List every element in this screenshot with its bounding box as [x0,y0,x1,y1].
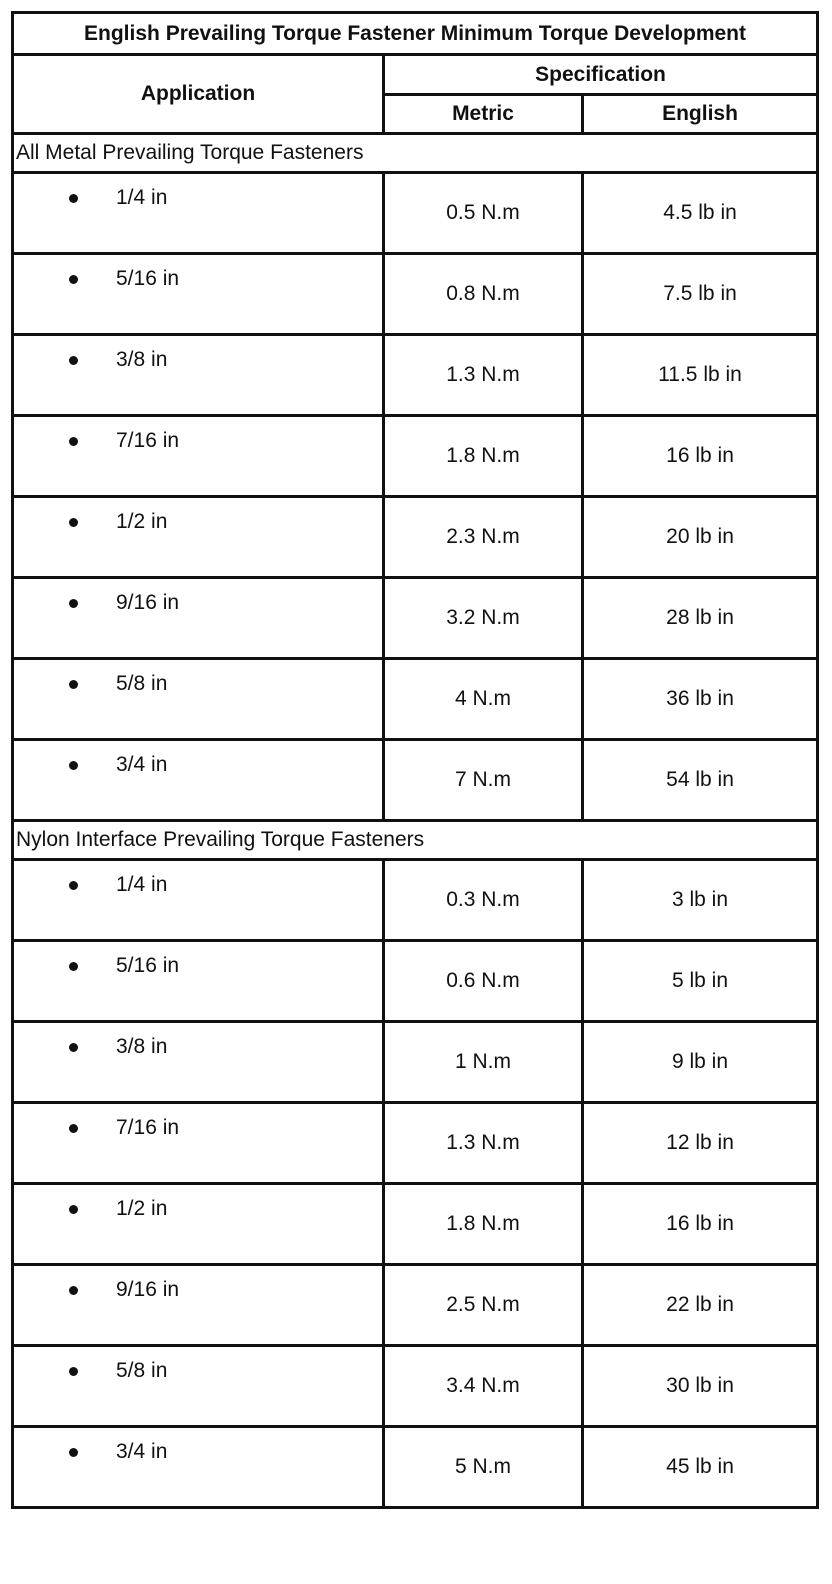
english-value: 22 lb in [583,1265,818,1346]
column-header-application: Application [13,55,384,134]
table-body [13,134,818,1508]
metric-value: 1.3 N.m [384,335,583,416]
application-cell [13,254,384,335]
english-value: 9 lb in [583,1022,818,1103]
application-cell [13,659,384,740]
table-row [13,941,818,1022]
english-value: 4.5 lb in [583,173,818,254]
table-row [13,659,818,740]
application-cell [13,416,384,497]
bullet-icon [69,275,78,284]
bullet-icon [69,1124,78,1133]
bullet-icon [69,1205,78,1214]
bullet-icon [69,1286,78,1295]
bullet-icon [69,1448,78,1457]
english-value: 28 lb in [583,578,818,659]
english-value: 3 lb in [583,860,818,941]
section-row [13,821,818,860]
bullet-icon [69,962,78,971]
english-value: 45 lb in [583,1427,818,1508]
metric-value: 0.3 N.m [384,860,583,941]
table-row [13,1346,818,1427]
english-value: 5 lb in [583,941,818,1022]
application-cell [13,1022,384,1103]
application-cell [13,1427,384,1508]
bullet-icon [69,518,78,527]
fastener-size: 5/8 in [116,672,168,695]
metric-value: 7 N.m [384,740,583,821]
bullet-icon [69,881,78,890]
fastener-size: 3/4 in [116,1440,168,1463]
fastener-size: 1/4 in [116,873,168,896]
section-label: Nylon Interface Prevailing Torque Fasteners [13,821,818,860]
fastener-size: 1/2 in [116,1197,168,1220]
bullet-icon [69,356,78,365]
application-cell [13,740,384,821]
fastener-size: 5/16 in [116,954,180,977]
bullet-icon [69,437,78,446]
metric-value: 1.8 N.m [384,416,583,497]
english-value: 12 lb in [583,1103,818,1184]
english-value: 7.5 lb in [583,254,818,335]
fastener-size: 9/16 in [116,1278,180,1301]
bullet-icon [69,1367,78,1376]
fastener-size: 3/4 in [116,753,168,776]
section-label: All Metal Prevailing Torque Fasteners [13,134,818,173]
fastener-size: 9/16 in [116,591,180,614]
application-cell [13,860,384,941]
application-cell [13,1184,384,1265]
metric-value: 3.2 N.m [384,578,583,659]
bullet-icon [69,761,78,770]
metric-value: 3.4 N.m [384,1346,583,1427]
metric-value: 2.3 N.m [384,497,583,578]
metric-value: 4 N.m [384,659,583,740]
fastener-size: 3/8 in [116,1035,168,1058]
table-row [13,416,818,497]
fastener-size: 1/2 in [116,510,168,533]
section-row [13,134,818,173]
bullet-icon [69,194,78,203]
table-row [13,578,818,659]
metric-value: 1 N.m [384,1022,583,1103]
application-cell [13,173,384,254]
application-cell [13,1265,384,1346]
table-title: English Prevailing Torque Fastener Minimum Torque Development [13,13,818,55]
application-cell [13,1103,384,1184]
table-row [13,1103,818,1184]
table-row [13,1265,818,1346]
metric-value: 2.5 N.m [384,1265,583,1346]
fastener-size: 7/16 in [116,429,180,452]
fastener-size: 3/8 in [116,348,168,371]
english-value: 54 lb in [583,740,818,821]
fastener-size: 1/4 in [116,186,168,209]
metric-value: 0.6 N.m [384,941,583,1022]
application-cell [13,578,384,659]
column-header-specification: Specification [384,55,818,95]
column-header-english: English [583,95,818,134]
table-row [13,740,818,821]
fastener-size: 5/8 in [116,1359,168,1382]
english-value: 16 lb in [583,416,818,497]
english-value: 11.5 lb in [583,335,818,416]
fastener-size: 5/16 in [116,267,180,290]
english-value: 16 lb in [583,1184,818,1265]
fastener-size: 7/16 in [116,1116,180,1139]
application-cell [13,497,384,578]
metric-value: 1.8 N.m [384,1184,583,1265]
table-row [13,1022,818,1103]
application-cell [13,941,384,1022]
application-cell [13,1346,384,1427]
column-header-metric: Metric [384,95,583,134]
table-row [13,1184,818,1265]
table-row [13,254,818,335]
application-cell [13,335,384,416]
torque-table [11,11,819,1509]
metric-value: 0.8 N.m [384,254,583,335]
table-row [13,1427,818,1508]
english-value: 36 lb in [583,659,818,740]
table-row [13,335,818,416]
table-row [13,860,818,941]
bullet-icon [69,1043,78,1052]
english-value: 30 lb in [583,1346,818,1427]
bullet-icon [69,680,78,689]
table-row [13,173,818,254]
bullet-icon [69,599,78,608]
table-row [13,497,818,578]
metric-value: 1.3 N.m [384,1103,583,1184]
metric-value: 0.5 N.m [384,173,583,254]
metric-value: 5 N.m [384,1427,583,1508]
english-value: 20 lb in [583,497,818,578]
